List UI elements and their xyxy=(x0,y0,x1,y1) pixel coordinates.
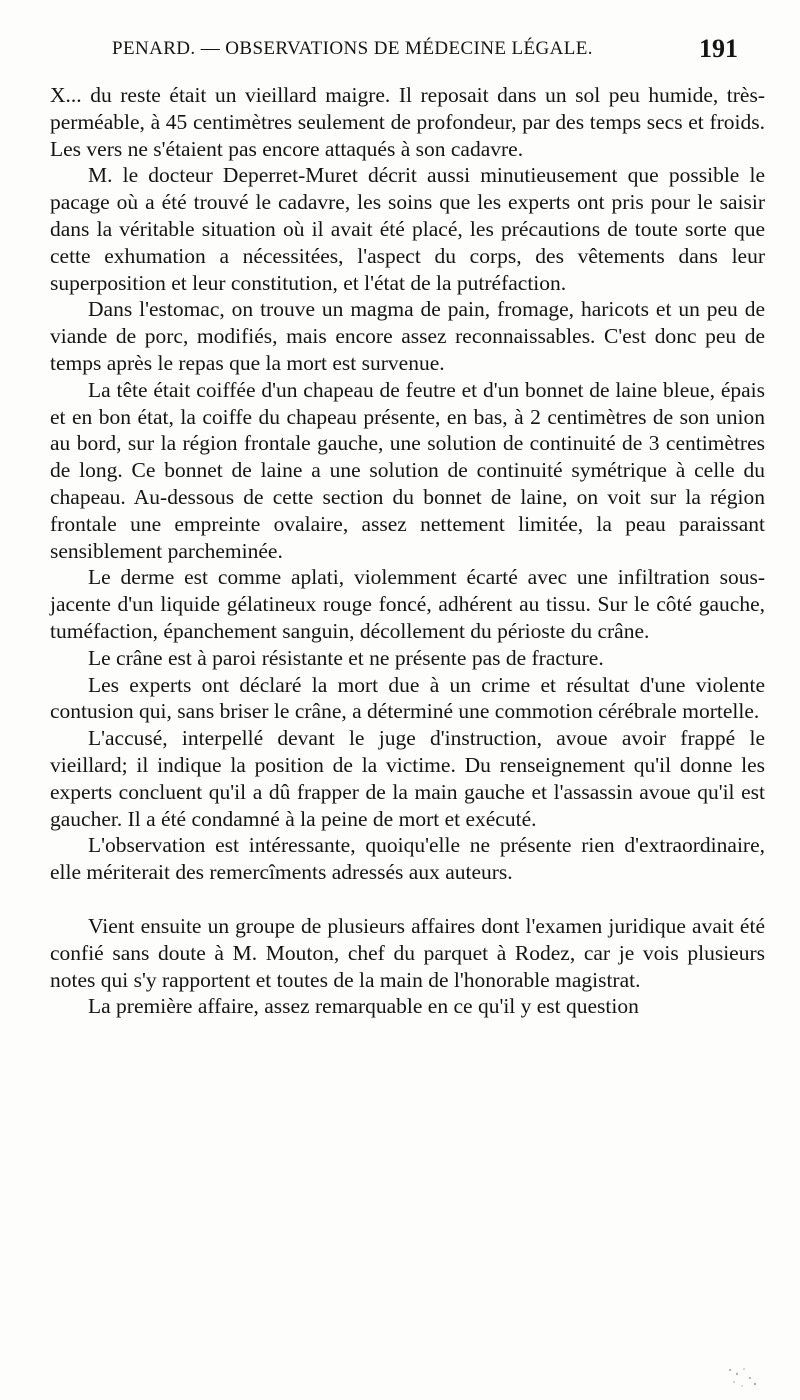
paragraph-premiere-affaire: La première affaire, assez remarquable en ce qu'il y est question xyxy=(88,994,639,1019)
paragraph-observation: L'observation est intéressante, quoiqu'elle ne présente rien d'extraordinaire, elle mériterait des remercîments adressés aux auteurs. xyxy=(50,833,765,885)
paragraph-estomac: Dans l'estomac, on trouve un magma de pain, fromage, haricots et un peu de viande de porc, modifiés, mais encore assez reconnaissables. C'est donc peu de temps après le repas que la mort est survenue. xyxy=(50,297,765,375)
paragraph-crane: Le crâne est à paroi résistante et ne présente pas de fracture. xyxy=(88,645,604,670)
paragraph-tete: La tête était coiffée d'un chapeau de feutre et d'un bonnet de laine bleue, épais et en bon état, la coiffe du chapeau présente, en bas, à 2 centimètres de son union au bord, sur la région frontale gauche, une solution de continuité de 3 centimètres de long. Ce bonnet de laine a une solution de continuité symétrique à celle du chapeau. Au-dessous de cette section du bonnet de laine, on voit sur la région frontale une empreinte ovalaire, assez nettement limitée, la peau paraissant sensiblement parcheminée. xyxy=(50,377,765,563)
paragraph-experts: Les experts ont déclaré la mort due à un crime et résultat d'une violente contusion qui, sans briser le crâne, a déterminé une commotion cérébrale mortelle. xyxy=(50,672,765,724)
page-number: 191 xyxy=(699,34,738,63)
paragraph-accuse: L'accusé, interpellé devant le juge d'instruction, avoue avoir frappé le vieillard; il indique la position de la victime. Du renseignement qu'il donne les experts concluent qu'il a dû frapper de la main gauche et l'assassin avoue qu'il est gaucher. Il a été condamné à la peine de mort et exécuté. xyxy=(50,726,765,831)
paragraph-deperret-muret: M. le docteur Deperret-Muret décrit aussi minutieusement que possible le pacage où a été trouvé le cadavre, les soins que les experts ont pris pour le saisir dans la véritable situation où il avait été placé, les précautions de toute sorte que cette exhumation a nécessitées, l'aspect du corps, des vêtements dans leur superposition et leur constitution, et l'état de la putréfaction. xyxy=(50,163,765,295)
page-header xyxy=(106,36,738,68)
paragraph-groupe-affaires: Vient ensuite un groupe de plusieurs affaires dont l'examen juridique avait été confié sans doute à M. Mouton, chef du parquet à Rodez, car je vois plusieurs notes qui s'y rapportent et toutes de la main de l'honorable magistrat. xyxy=(50,913,765,992)
ink-smudge xyxy=(722,1364,762,1390)
smudge-mark xyxy=(722,1364,762,1390)
paragraph-derme: Le derme est comme aplati, violemment écarté avec une infiltration sous-jacente d'un liquide gélatineux rouge foncé, adhérent au tissu. Sur le côté gauche, tuméfaction, épanchement sanguin, décollement du périoste du crâne. xyxy=(50,565,765,643)
body-text xyxy=(50,82,765,1020)
paragraph-continuation: X... du reste était un vieillard maigre. Il reposait dans un sol peu humide, très-perméable, à 45 centimètres seulement de profondeur, par des temps secs et froids. Les vers ne s'étaient pas encore attaqués à son cadavre. xyxy=(50,83,765,161)
running-head: PENARD. — OBSERVATIONS DE MÉDECINE LÉGALE. xyxy=(112,38,593,59)
